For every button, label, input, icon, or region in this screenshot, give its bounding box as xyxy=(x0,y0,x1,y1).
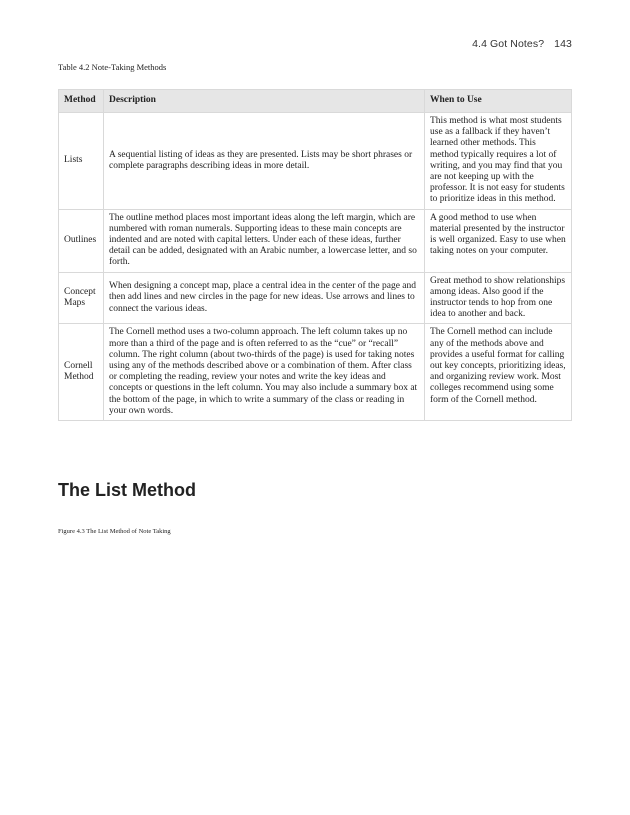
column-header-method: Method xyxy=(59,90,104,113)
table-header-row xyxy=(59,90,572,113)
when-to-use-cell: Great method to show relationships among ideas. Also good if the instructor tends to hop from one idea to another and back. xyxy=(425,272,572,324)
when-to-use-cell: This method is what most students use as a fallback if they haven’t learned other methods. This method typically requires a lot of writing, and you may find that you are not keeping up with the professor. It is not easy for students to prioritize ideas in this method. xyxy=(425,113,572,210)
description-cell: A sequential listing of ideas as they are presented. Lists may be short phrases or complete paragraphs describing ideas in more detail. xyxy=(104,113,425,210)
table-row xyxy=(59,324,572,421)
section-heading: The List Method xyxy=(58,480,196,500)
running-header xyxy=(472,38,572,50)
method-cell: Outlines xyxy=(59,209,104,272)
figure-caption: Figure 4.3 The List Method of Note Taking xyxy=(58,528,171,535)
table-caption: Table 4.2 Note-Taking Methods xyxy=(58,62,167,72)
method-cell: Lists xyxy=(59,113,104,210)
column-header-description: Description xyxy=(104,90,425,113)
table-row xyxy=(59,113,572,210)
when-to-use-cell: A good method to use when material presented by the instructor is well organized. Easy to use when taking notes on your computer. xyxy=(425,209,572,272)
running-header-section: 4.4 Got Notes? xyxy=(472,38,545,50)
note-taking-methods-table xyxy=(58,89,572,421)
page-number: 143 xyxy=(554,38,572,50)
description-cell: The Cornell method uses a two-column approach. The left column takes up no more than a third of the page and is often referred to as the “cue” or “recall” column. The right column (about two-thirds of the page) is used for taking notes using any of the methods described above or a combination of them. After class or completing the reading, review your notes and write the key ideas and concepts or questions in the left column. You may also include a summary box at the bottom of the page, in which to write a summary of the class or reading in your own words. xyxy=(104,324,425,421)
description-cell: The outline method places most important ideas along the left margin, which are numbered with roman numerals. Supporting ideas to these main concepts are indented and are noted with capital letters. Under each of these ideas, further detail can be added, designated with an Arabic number, a lowercase letter, and so forth. xyxy=(104,209,425,272)
table-row xyxy=(59,272,572,324)
column-header-when-to-use: When to Use xyxy=(425,90,572,113)
when-to-use-cell: The Cornell method can include any of the methods above and provides a useful format for calling out key concepts, prioritizing ideas, and organizing review work. Most colleges recommend using some form of the Cornell method. xyxy=(425,324,572,421)
description-cell: When designing a concept map, place a central idea in the center of the page and then add lines and new circles in the page for new ideas. Use arrows and lines to connect the various ideas. xyxy=(104,272,425,324)
method-cell: Concept Maps xyxy=(59,272,104,324)
method-cell: Cornell Method xyxy=(59,324,104,421)
table-row xyxy=(59,209,572,272)
